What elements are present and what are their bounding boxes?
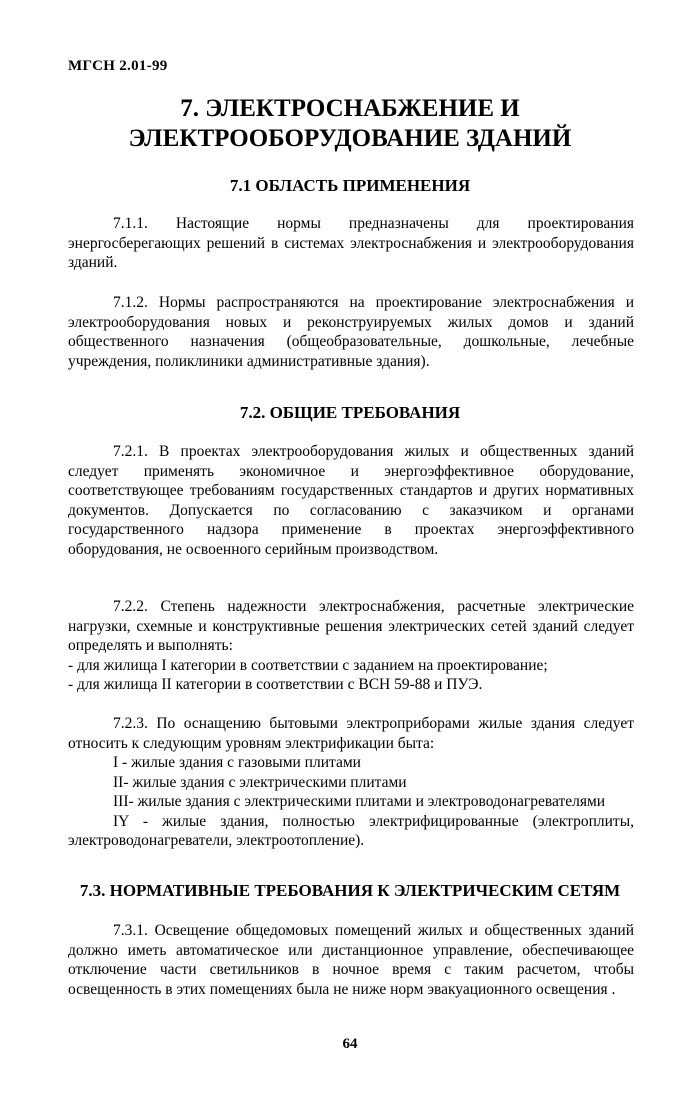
- list-item: - для жилища I категории в соответствии с заданием на проектирование;: [68, 656, 548, 674]
- paragraph-7-3-1: [68, 921, 634, 999]
- paragraph-text: В проектах электрооборудования жилых и общественных зданий следует применять экономичное и энергоэффективное оборудование, соответствующее требованиям государственных стандартов и других нормативных документов. Допускается по согласованию с заказчиком и органами государственного надзора применение в проектах энергоэффективного оборудования, не освоенного серийным производством.: [68, 443, 635, 558]
- paragraph-text: Освещение общедомовых помещений жилых и общественных зданий должно иметь автоматическое или дистанционное управление, обеспечивающее отключение части светильников в ночное время с таким расчетом, чтобы освещенность в этих помещениях была не ниже норм эвакуационного освещения .: [68, 922, 635, 998]
- page-number: 64: [342, 1036, 358, 1052]
- paragraph-text: Нормы распространяются на проектирование электроснабжения и электрооборудования новых и реконструируемых жилых домов и зданий общественного назначения (общеобразовательные, дошкольные, лечебные учреждения, поликлиники административные здания).: [68, 294, 634, 370]
- list-item: - для жилища II категории в соответствии с ВСН 59-88 и ПУЭ.: [68, 676, 483, 693]
- section-heading-7-1: 7.1 ОБЛАСТЬ ПРИМЕНЕНИЯ: [229, 176, 471, 195]
- paragraph-body: [68, 714, 634, 753]
- paragraph-text: Настоящие нормы предназначены для проектирования энергосберегающих решений в системах электроснабжения и электрооборудования зданий.: [68, 215, 634, 271]
- chapter-title-line-1: 7. ЭЛЕКТРОСНАБЖЕНИЕ И: [180, 95, 520, 122]
- paragraph-7-2-3: [68, 714, 634, 851]
- paragraph-number: 7.1.1.: [113, 215, 148, 232]
- chapter-title: [0, 94, 700, 154]
- paragraph-number: 7.3.1.: [113, 922, 148, 939]
- paragraph-number: 7.2.2.: [113, 598, 148, 615]
- paragraph-number: 7.2.3.: [113, 715, 148, 732]
- list-item: III- жилые здания с электрическими плитами и электроводонагревателями: [113, 793, 606, 810]
- paragraph-number: 7.1.2.: [113, 294, 148, 311]
- paragraph-text: Степень надежности электроснабжения, расчетные электрические нагрузки, схемные и конструктивные решения электрических сетей зданий следует определять и выполнять:: [68, 598, 634, 654]
- section-heading-7-2: 7.2. ОБЩИЕ ТРЕБОВАНИЯ: [239, 403, 461, 422]
- list-item: I - жилые здания с газовыми плитами: [113, 754, 361, 771]
- document-code: МГСН 2.01-99: [68, 58, 168, 74]
- chapter-title-line-2: ЭЛЕКТРООБОРУДОВАНИЕ ЗДАНИЙ: [128, 125, 572, 152]
- list-item: II- жилые здания с электрическими плитами: [113, 773, 407, 791]
- paragraph-text: По оснащению бытовыми электроприборами жилые здания следует относить к следующим уровням электрификации быта:: [68, 715, 635, 752]
- paragraph-7-2-2: [68, 597, 634, 695]
- paragraph-number: 7.2.1.: [113, 443, 148, 460]
- list-item: IY - жилые здания, полностью электрифицированные (электроплиты, электроводонагреватели, электроотопление).: [68, 812, 634, 849]
- paragraph-body: [68, 597, 634, 656]
- paragraph-7-2-1: [68, 442, 634, 559]
- paragraph-7-1-2: [68, 293, 634, 371]
- paragraph-7-1-1: [68, 214, 634, 273]
- section-heading-7-3: 7.3. НОРМАТИВНЫЕ ТРЕБОВАНИЯ К ЭЛЕКТРИЧЕСКИМ СЕТЯМ: [79, 881, 621, 900]
